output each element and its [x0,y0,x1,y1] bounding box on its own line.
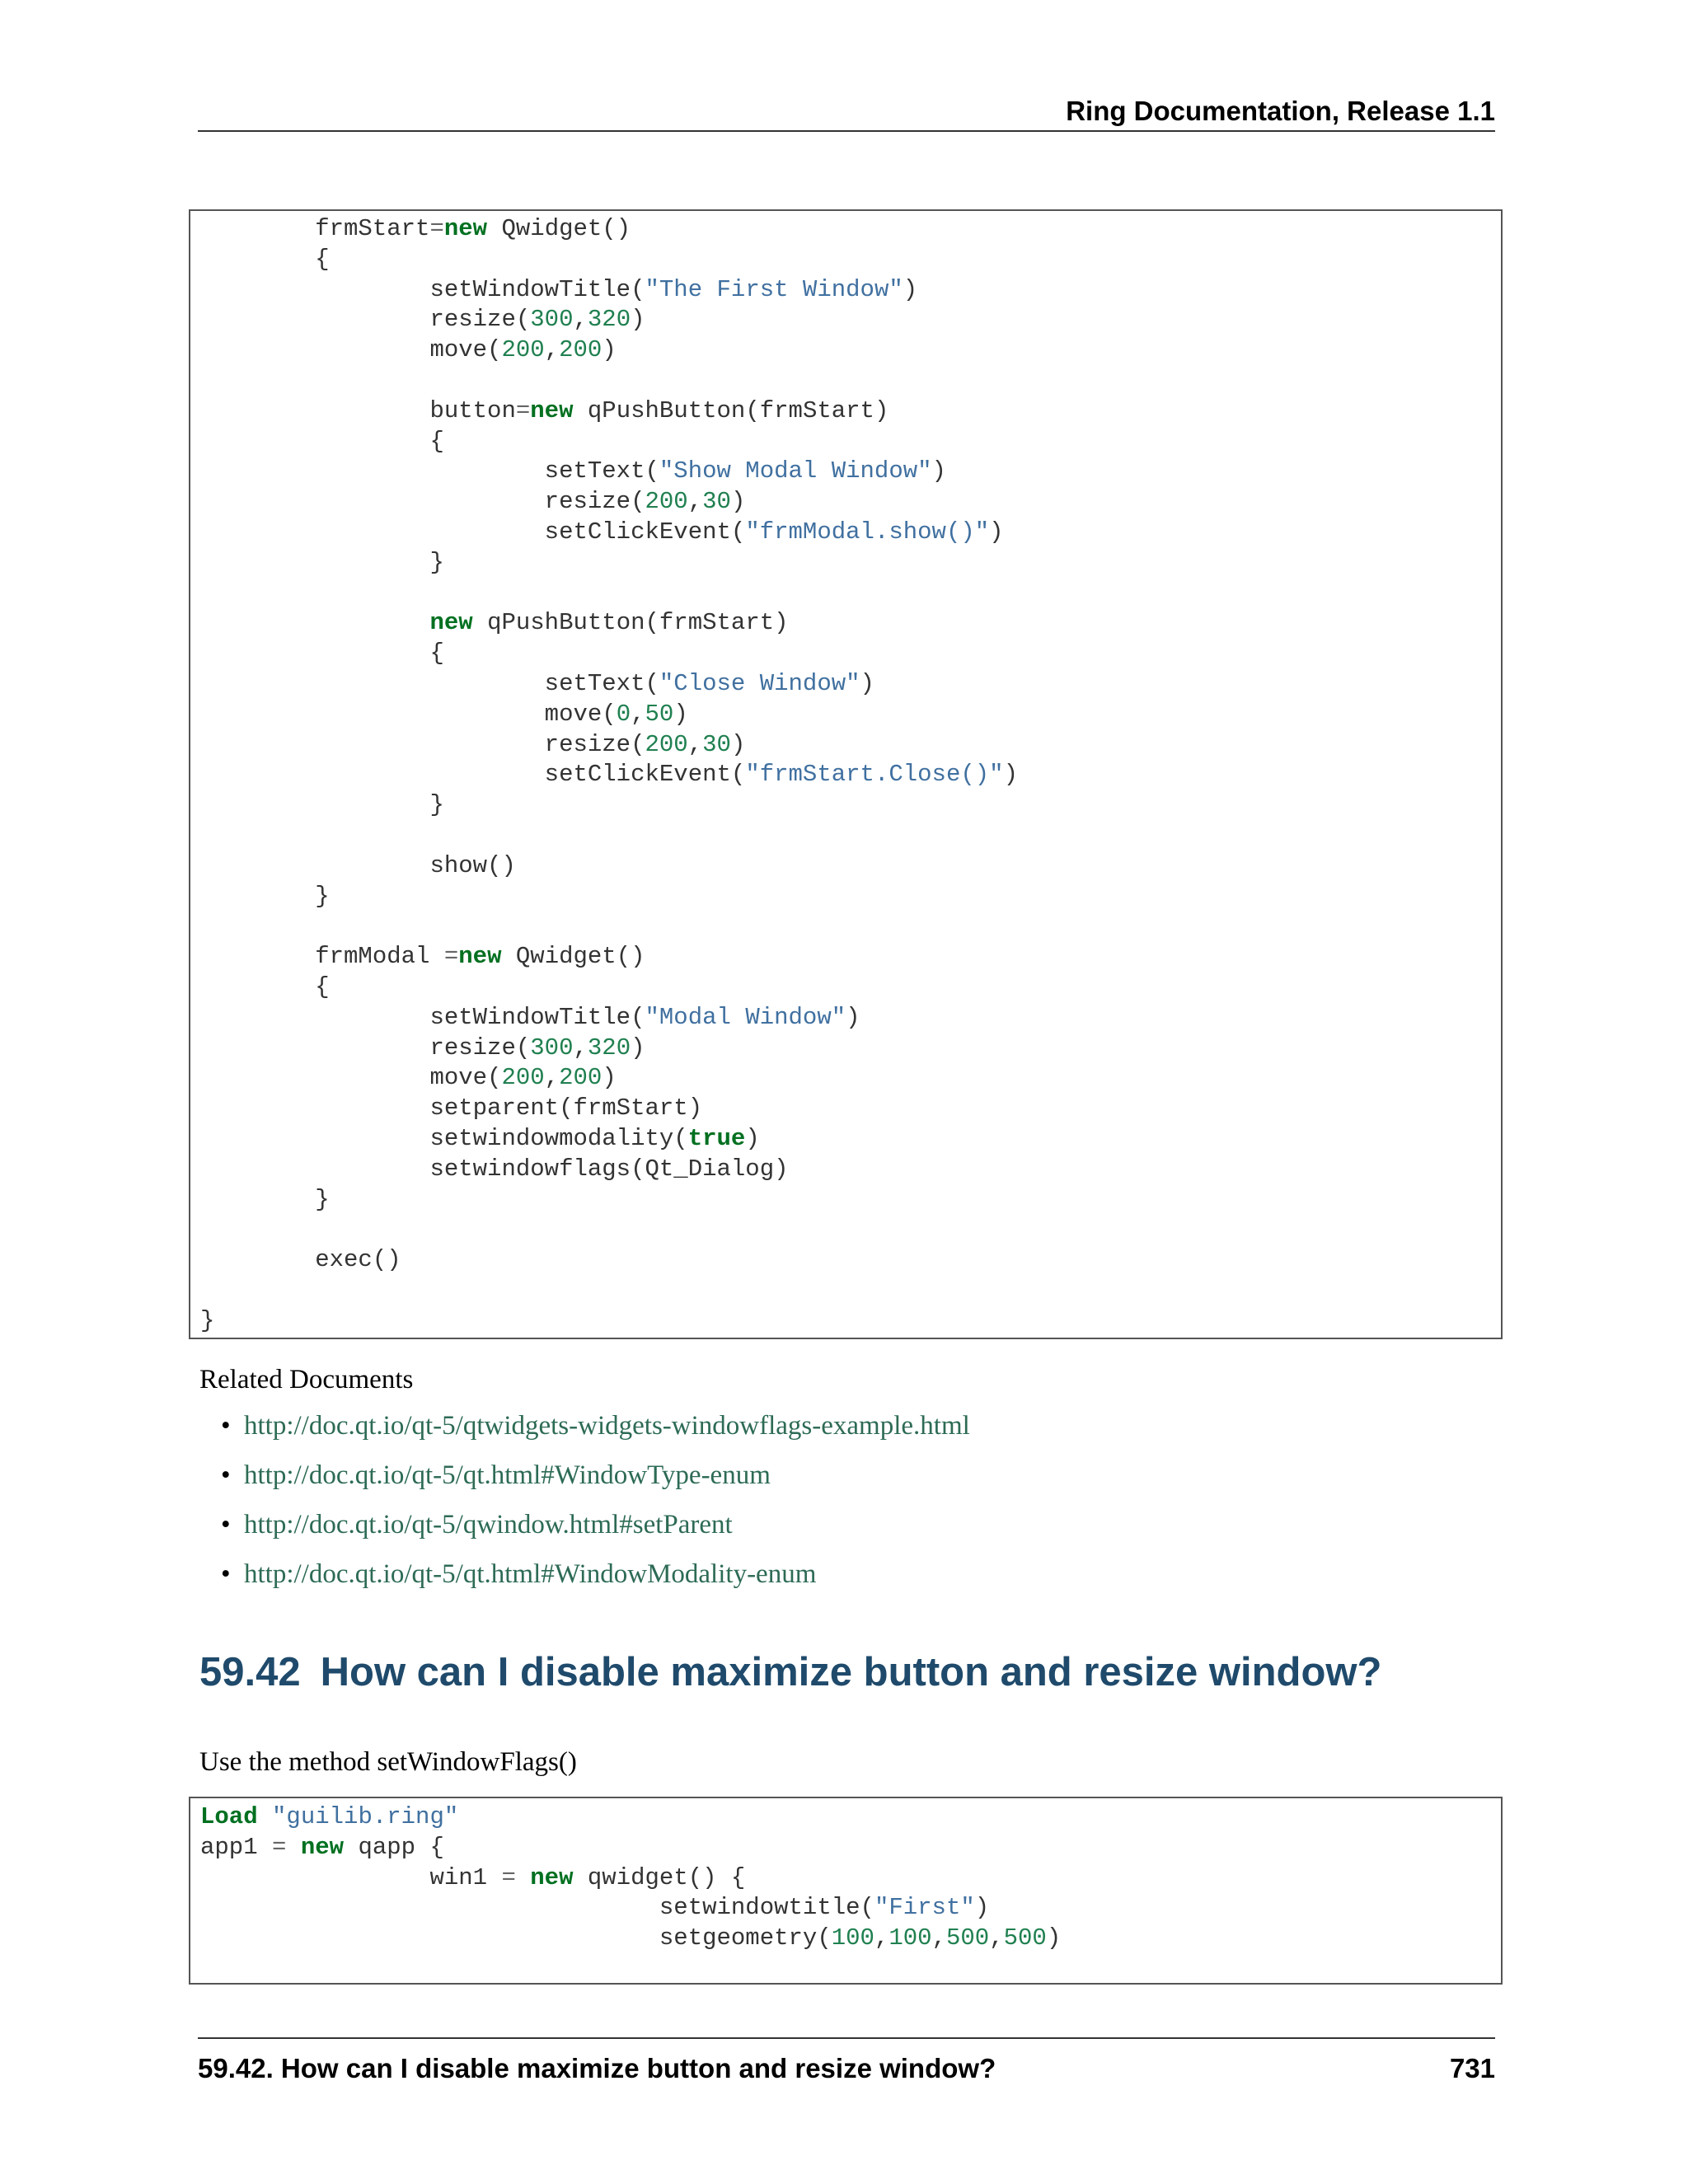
code-line: frmModal =new Qwidget() [200,943,645,971]
section-heading [199,1647,1381,1698]
bullet-icon: • [221,1460,231,1490]
footer-section-title: 59.42. How can I disable maximize button and resize window? [198,2053,996,2083]
code-line: { [200,640,444,668]
code-line: move(200,200) [200,1064,617,1092]
related-documents-label: Related Documents [199,1365,414,1394]
code-line: app1 = new qapp { [200,1833,444,1861]
page-number: 731 [1449,2053,1495,2083]
code-listing [200,214,1018,1336]
code-line: } [200,1185,330,1213]
page-header [198,92,1495,132]
doc-title: Ring Documentation, Release 1.1 [1066,96,1495,126]
list-item [221,1507,970,1556]
code-line: } [200,791,444,819]
related-links-list [221,1408,970,1605]
code-listing [200,1802,1061,1954]
code-line: } [200,548,444,576]
code-line: win1 = new qwidget() { [200,1863,746,1891]
code-line: setwindowflags(Qt_Dialog) [200,1155,789,1183]
bullet-icon: • [221,1510,231,1540]
list-item [221,1408,970,1457]
code-line: setText("Show Modal Window") [200,457,946,485]
link-windowflags-example[interactable]: http://doc.qt.io/qt-5/qtwidgets-widgets-windowflags-example.html [244,1411,970,1441]
section-number: 59.42 [199,1650,301,1694]
code-line: setClickEvent("frmStart.Close()") [200,761,1018,789]
link-setparent[interactable]: http://doc.qt.io/qt-5/qwindow.html#setParent [244,1510,733,1540]
bullet-icon: • [221,1559,231,1589]
code-line: { [200,972,330,1001]
code-block-modal-window [189,209,1503,1339]
code-line: setText("Close Window") [200,669,874,697]
code-line: move(0,50) [200,700,688,728]
code-line: resize(300,320) [200,306,645,334]
code-line: { [200,245,330,273]
code-line: Load "guilib.ring" [200,1803,459,1830]
code-block-window-flags [189,1797,1503,1985]
code-line: new qPushButton(frmStart) [429,609,789,637]
code-line: setClickEvent("frmModal.show()") [200,518,1004,546]
code-line: setwindowtitle("First") [200,1894,990,1922]
code-line: resize(200,30) [200,488,746,516]
code-line: { [200,427,444,455]
code-line: frmStart=new Qwidget() [200,215,631,242]
code-line: resize(300,320) [200,1033,645,1062]
code-line: show() [200,851,516,879]
page-footer [198,2037,1495,2083]
code-line: resize(200,30) [200,730,746,758]
list-item [221,1556,970,1605]
section-paragraph: Use the method setWindowFlags() [199,1747,577,1777]
section-title: How can I disable maximize button and resize window? [320,1650,1382,1694]
list-item [221,1457,970,1507]
code-line: setWindowTitle("Modal Window") [200,1003,860,1031]
code-line: setwindowmodality(true) [200,1124,760,1152]
code-line: } [200,882,330,910]
bullet-icon: • [221,1411,231,1441]
code-line: setWindowTitle("The First Window") [200,275,918,303]
code-line: } [200,1306,215,1334]
code-line: exec() [200,1246,401,1274]
code-line: setparent(frmStart) [200,1094,703,1122]
link-windowtype-enum[interactable]: http://doc.qt.io/qt-5/qt.html#WindowType-enum [244,1460,771,1490]
code-line: button=new qPushButton(frmStart) [200,396,889,424]
code-line: move(200,200) [200,336,617,364]
link-windowmodality-enum[interactable]: http://doc.qt.io/qt-5/qt.html#WindowModality-enum [244,1559,817,1589]
code-line: setgeometry(100,100,500,500) [200,1924,1062,1952]
